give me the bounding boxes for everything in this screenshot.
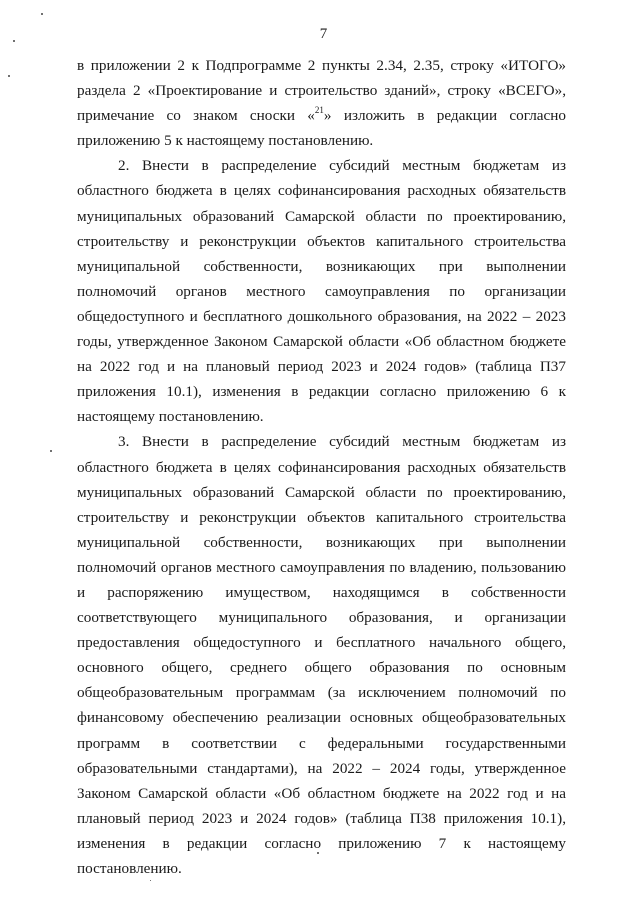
scan-speck (13, 40, 15, 42)
scan-speck (317, 852, 319, 854)
page-number: 7 (319, 26, 328, 42)
paragraph-item-2: 2. Внести в распределение субсидий местным бюджетам из областного бюджета в целях софинансирования расходных обязательств муниципальных образований Самарской области по проектированию, строительству и реконструкции объектов капитального строительства муниципальной собственности, возникающих при выполнении полномочий органов местного самоуправления по организации общедоступного и бесплатного дошкольного образования, на 2022 – 2023 годы, утвержденное Законом Самарской области «Об областном бюджете на 2022 год и на плановый период 2023 и 2024 годов» (таблица П37 приложения 10.1), изменения в редакции согласно приложению 6 к настоящему постановлению. (77, 157, 566, 426)
footnote-mark: 21 (314, 105, 324, 116)
scan-speck (8, 75, 10, 77)
scan-speck (50, 450, 52, 452)
scan-speck (41, 13, 43, 15)
document-body (77, 53, 566, 881)
paragraph-continuation (77, 53, 566, 153)
paragraph-text: » изложить в редакции согласно приложению 5 к настоящему постановлению. (77, 107, 567, 150)
scan-speck (150, 880, 151, 881)
paragraph-item-3: 3. Внести в распределение субсидий местным бюджетам из областного бюджета в целях софинансирования расходных обязательств муниципальных образований Самарской области по проектированию, строительству и реконструкции объектов капитального строительства муниципальной собственности, возникающих при выполнении полномочий органов местного самоуправления по владению, пользованию и распоряжению имуществом, находящимся в собственности соответствующего муниципального образования, и организации предоставления общедоступного и бесплатного начального общего, основного общего, среднего общего образования по основным общеобразовательным программам (за исключением полномочий по финансовому обеспечению реализации основных общеобразовательных программ в соответствии с федеральными государственными образовательными стандартами), на 2022 – 2024 годы, утвержденное Законом Самарской области «Об областном бюджете на 2022 год и на плановый период 2023 и 2024 годов» (таблица П38 приложения 10.1), изменения в редакции согласно приложению 7 к настоящему постановлению. (77, 433, 566, 877)
paragraph-text: в приложении 2 к Подпрограмме 2 пункты 2.34, 2.35, строку «ИТОГО» раздела 2 «Проектирование и строительство зданий», строку «ВСЕГО», примечание со знаком сноски « (77, 57, 566, 125)
